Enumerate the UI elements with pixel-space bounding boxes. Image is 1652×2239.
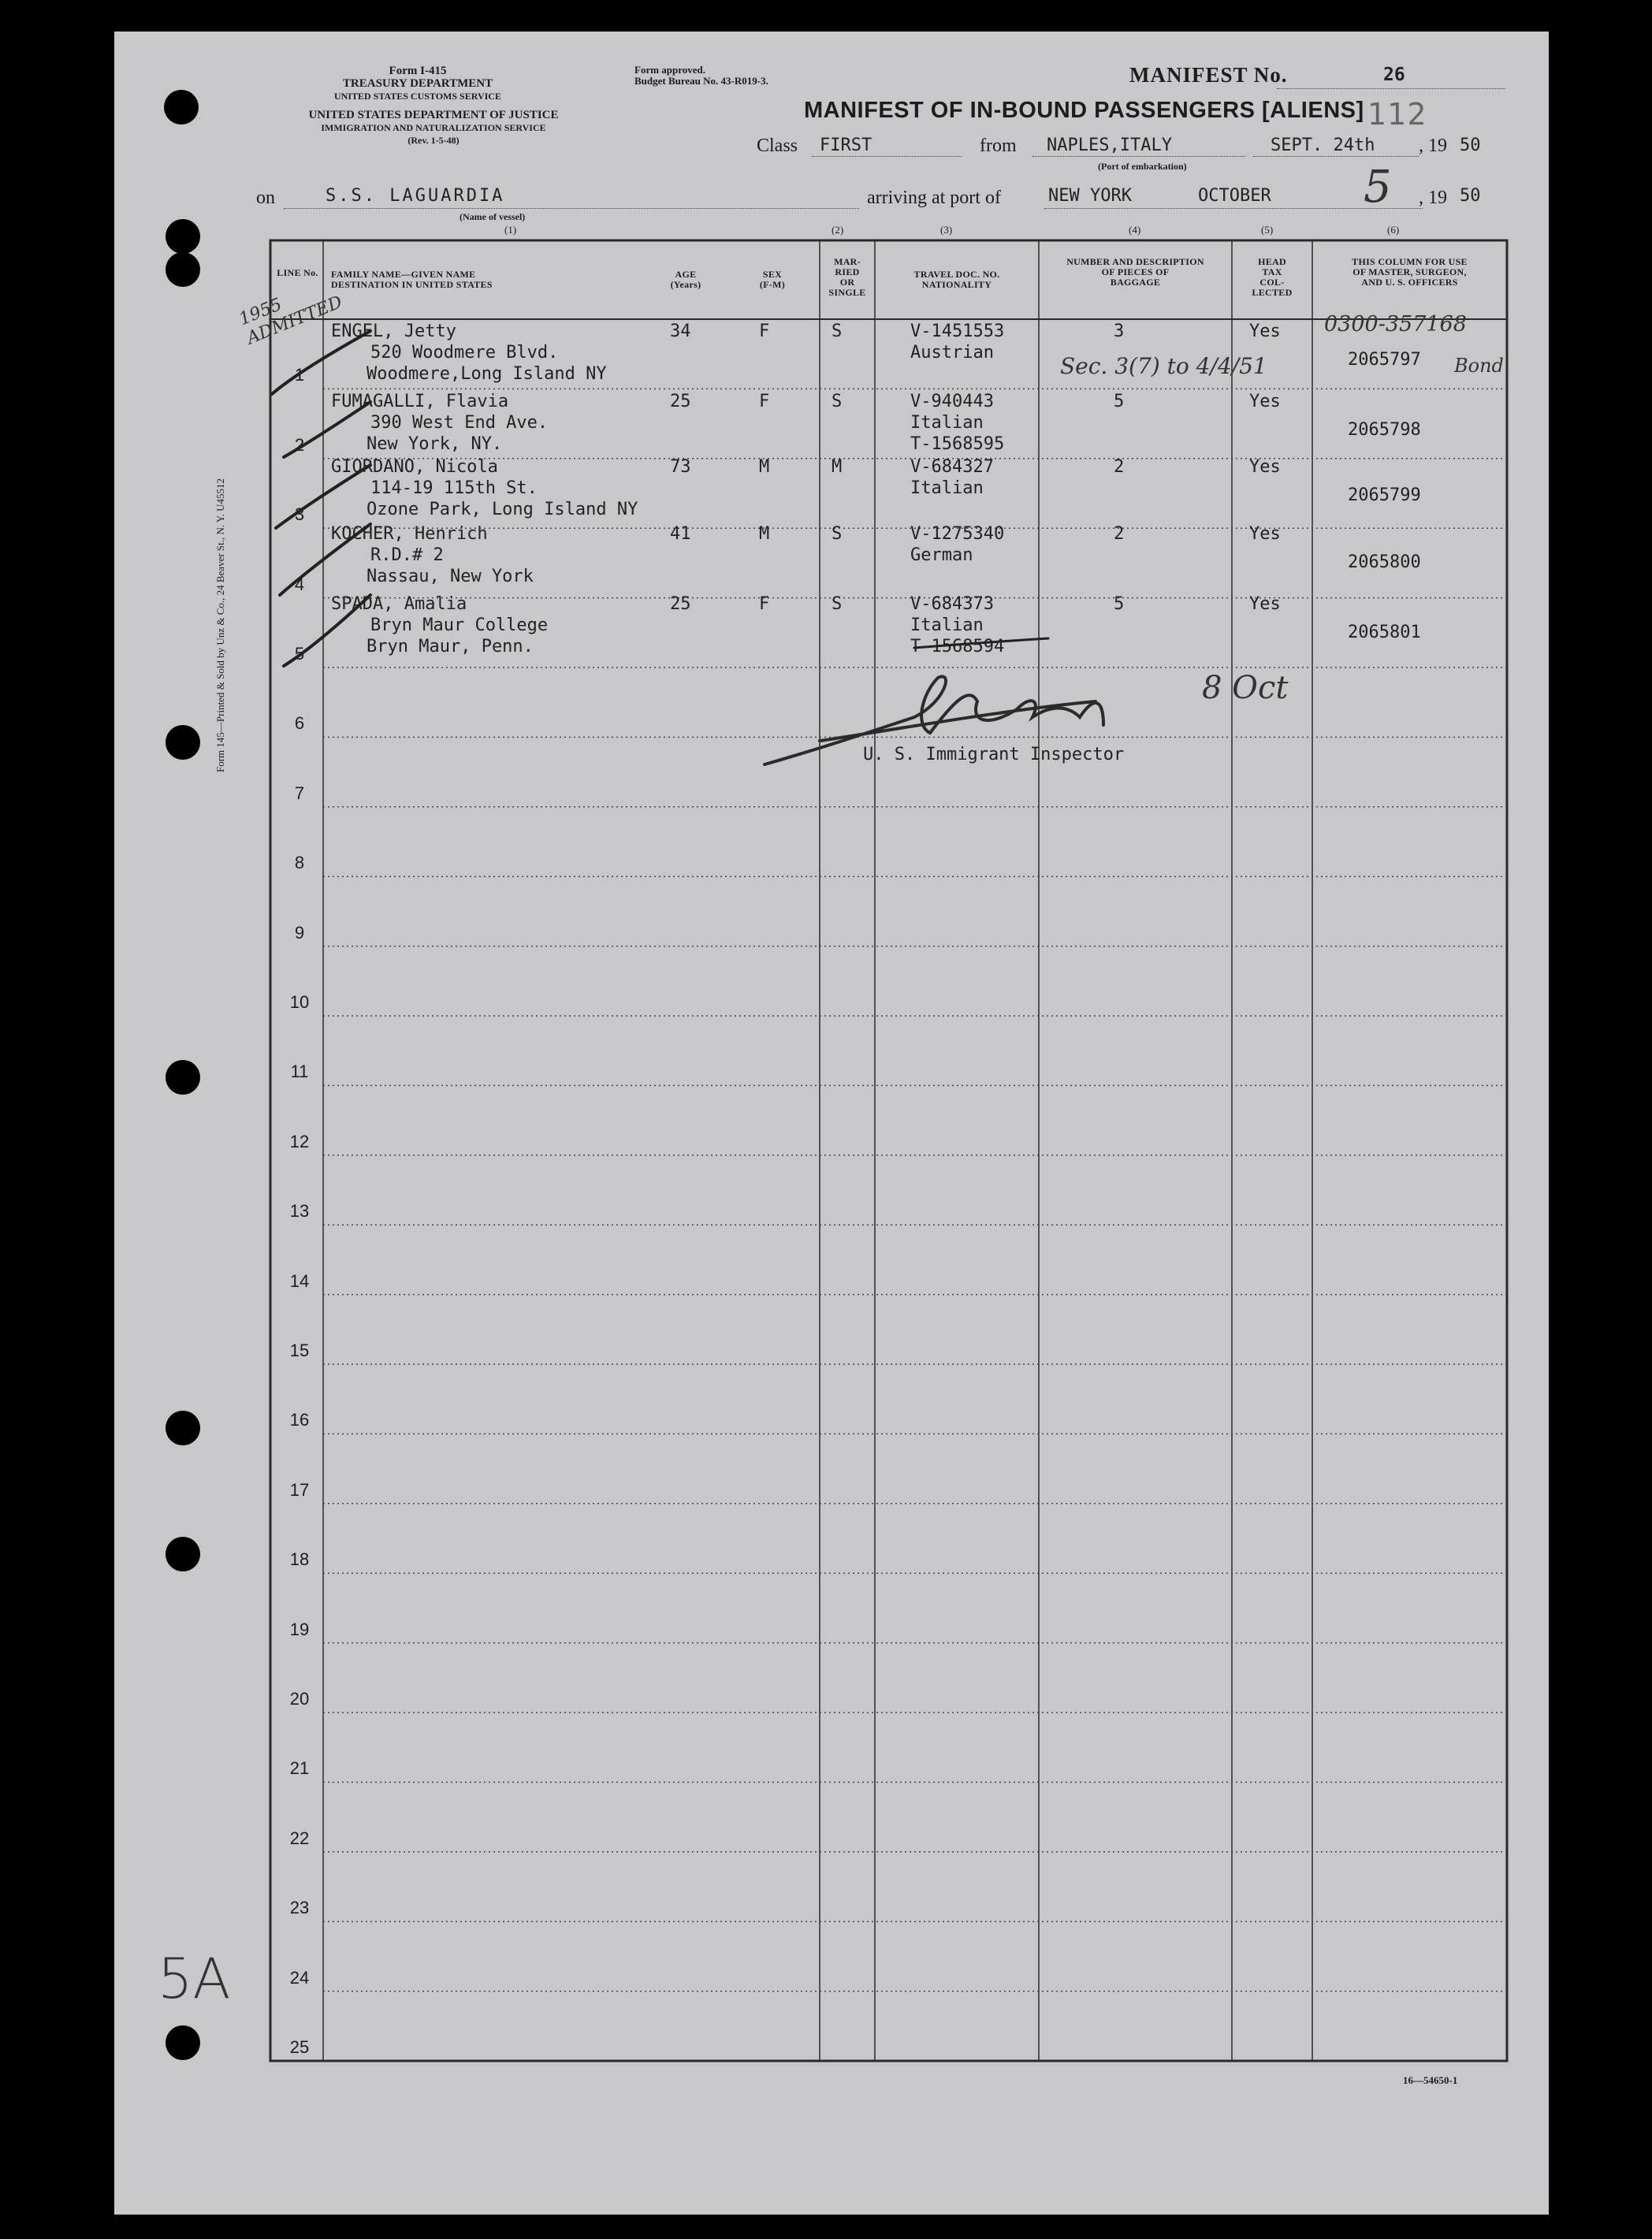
passenger-baggage: 5 [1114,392,1125,411]
passenger-officer-number: 2065799 [1348,485,1421,505]
col-6-number: (6) [1387,224,1400,236]
passenger-address-2: Nassau, New York [366,567,534,586]
passenger-travel-doc: V-940443 [910,392,994,411]
passenger-baggage: 5 [1114,594,1125,614]
col-1-number: (1) [504,224,517,236]
passenger-name: KOCHER, Henrich [331,524,488,544]
passenger-address-2: Woodmere,Long Island NY [366,364,607,384]
passenger-head-tax: Yes [1249,594,1281,614]
line-number: 11 [290,1062,309,1082]
line-number: 6 [294,713,305,734]
line-number: 23 [289,1898,310,1918]
line-number: 10 [289,992,310,1012]
line-number: 24 [289,1967,310,1988]
passenger-travel-doc: V-1275340 [910,524,1005,544]
passenger-travel-doc: V-1451553 [910,322,1005,341]
col-5-number: (5) [1261,224,1274,236]
col-travel-header: TRAVEL DOC. NO. NATIONALITY [913,269,1000,290]
arrival-year-suffix: 50 [1460,186,1481,206]
passenger-nationality: Italian [910,478,984,498]
year-prefix: , 19 [1419,136,1447,156]
passenger-travel-doc: V-684327 [910,457,994,477]
vessel-caption: (Name of vessel) [460,211,526,222]
class-value: FIRST [820,136,873,155]
passenger-age: 73 [670,457,691,477]
passenger-travel-doc-extra: T-1568594 [910,637,1005,656]
passenger-address-1: Bryn Maur College [370,616,549,635]
line-number: 14 [289,1270,310,1291]
passenger-marital-status: S [832,594,843,614]
form-block: Form I-415 TREASURY DEPARTMENT UNITED STATES CUSTOMS SERVICE [334,65,501,102]
manifest-number: 26 [1383,65,1405,85]
passenger-name: FUMAGALLI, Flavia [331,392,509,411]
margin-5a: 5A [158,1947,231,2011]
arrival-port: NEW YORK [1048,186,1132,206]
manifest-number-label: MANIFEST No. [1129,63,1288,87]
col-2-number: (2) [832,224,844,236]
passenger-name: ENGEL, Jetty [331,322,456,341]
year-suffix: 50 [1460,136,1481,155]
passenger-nationality: German [910,545,973,565]
line-number: 2 [294,434,305,455]
passenger-marital-status: S [832,392,843,411]
inspector-title: U. S. Immigrant Inspector [863,745,1125,764]
passenger-age: 41 [670,524,691,544]
line-number: 16 [289,1410,310,1430]
passenger-age: 25 [670,392,691,411]
vessel-name: S.S. LAGUARDIA [326,186,505,206]
inspector-date-handwritten: 8 Oct [1202,670,1289,706]
line-number: 17 [289,1479,310,1500]
arrival-day-handwritten: 5 [1364,162,1392,213]
passenger-address-1: R.D.# 2 [370,545,444,565]
line-number: 12 [289,1131,310,1151]
passenger-age: 25 [670,594,691,614]
class-label: Class [757,136,798,156]
passenger-officer-number: 2065801 [1348,623,1421,642]
passenger-travel-doc-extra: T-1568595 [910,434,1005,454]
departure-date: SEPT. 24th [1271,136,1375,155]
line-number: 1 [294,365,305,385]
passenger-address-1: 520 Woodmere Blvd. [370,343,559,363]
doj-block: UNITED STATES DEPARTMENT OF JUSTICE IMMIGRATION AND NATURALIZATION SERVICE (Rev. 1-5-48) [308,109,559,146]
col-married-header: MAR- RIED OR SINGLE [828,256,866,298]
col-headtax-header: HEAD TAX COL- LECTED [1252,256,1293,298]
passenger-officer-number: 2065800 [1348,552,1421,572]
line-number: 3 [294,504,305,525]
passenger-address-2: Bryn Maur, Penn. [366,637,534,656]
officer-handwritten-number: 0300-357168 [1324,312,1467,337]
passenger-name: SPADA, Amalia [331,594,467,614]
line-number: 21 [289,1758,310,1779]
col-name-header: FAMILY NAME—GIVEN NAME DESTINATION IN UNITED STATES [331,269,493,290]
line-number: 8 [294,853,305,873]
passenger-baggage: 3 [1114,322,1125,341]
arriving-label: arriving at port of [867,188,1001,208]
passenger-nationality: Italian [910,413,984,433]
line-number: 9 [294,922,305,943]
passenger-travel-doc: V-684373 [910,594,994,614]
line-number: 15 [289,1341,310,1360]
passenger-nationality: Italian [910,616,984,635]
passenger-age: 34 [670,322,691,341]
manifest-title: MANIFEST OF IN-BOUND PASSENGERS [ALIENS] [804,98,1364,123]
line-number: 22 [289,1828,310,1848]
passenger-head-tax: Yes [1249,322,1281,341]
line-number: 5 [294,644,305,664]
passenger-address-1: 390 West End Ave. [370,413,549,433]
passenger-officer-number: 2065797 [1348,350,1421,370]
passenger-officer-number: 2065798 [1348,420,1421,440]
from-label: from [980,136,1017,156]
passenger-sex: M [759,457,770,477]
officer-handwritten-bond: Bond [1454,355,1504,377]
line-number: 4 [294,574,305,594]
line-number: 20 [289,1689,310,1709]
port-caption: (Port of embarkation) [1098,161,1187,172]
approval-block: Form approved. Budget Bureau No. 43-R019-3. [634,64,768,87]
line-number: 13 [289,1201,310,1222]
page-stamp: 112 [1367,97,1427,132]
arrival-date: OCTOBER [1198,186,1271,206]
passenger-sex: F [759,392,770,411]
passenger-head-tax: Yes [1249,524,1281,544]
passenger-marital-status: S [832,322,843,341]
line-number: 7 [294,783,305,803]
passenger-baggage: 2 [1114,524,1125,544]
printer-imprint: Form 145—Printed & Sold by Unz & Co., 24 Beaver St., N. Y. U45512 [214,478,226,772]
passenger-nationality: Austrian [910,343,994,363]
col-line-no-header: LINE No. [277,267,318,278]
line-number: 19 [289,1619,310,1639]
passenger-address-2: Ozone Park, Long Island NY [366,500,638,519]
passenger-sex: F [759,594,770,614]
passenger-head-tax: Yes [1249,392,1281,411]
col-sex-header: SEX (F-M) [759,269,786,290]
form-code: 16—54650-1 [1403,2074,1458,2086]
col-3-number: (3) [940,224,953,236]
passenger-address-1: 114-19 115th St. [370,478,538,498]
passenger-baggage: 2 [1114,457,1125,477]
from-value: NAPLES,ITALY [1047,136,1172,155]
officer-handwritten-note: Sec. 3(7) to 4/4/51 [1060,353,1267,379]
passenger-marital-status: S [832,524,843,544]
passenger-sex: M [759,524,770,544]
passenger-head-tax: Yes [1249,457,1281,477]
line-number: 18 [289,1549,310,1570]
passenger-name: GIORDANO, Nicola [331,457,498,477]
arrival-year-prefix: , 19 [1419,188,1447,208]
passenger-address-2: New York, NY. [366,434,503,454]
col-age-header: AGE (Years) [670,269,701,290]
on-label: on [256,188,275,208]
admitted-margin-note: 1955 ADMITTED [236,292,345,349]
passenger-marital-status: M [832,457,843,477]
line-number: 25 [289,2037,310,2057]
passenger-sex: F [759,322,770,341]
col-4-number: (4) [1129,224,1141,236]
col-officers-header: THIS COLUMN FOR USE OF MASTER, SURGEON, AND U. S. OFFICERS [1352,256,1468,288]
col-baggage-header: NUMBER AND DESCRIPTION OF PIECES OF BAGGAGE [1066,256,1204,288]
